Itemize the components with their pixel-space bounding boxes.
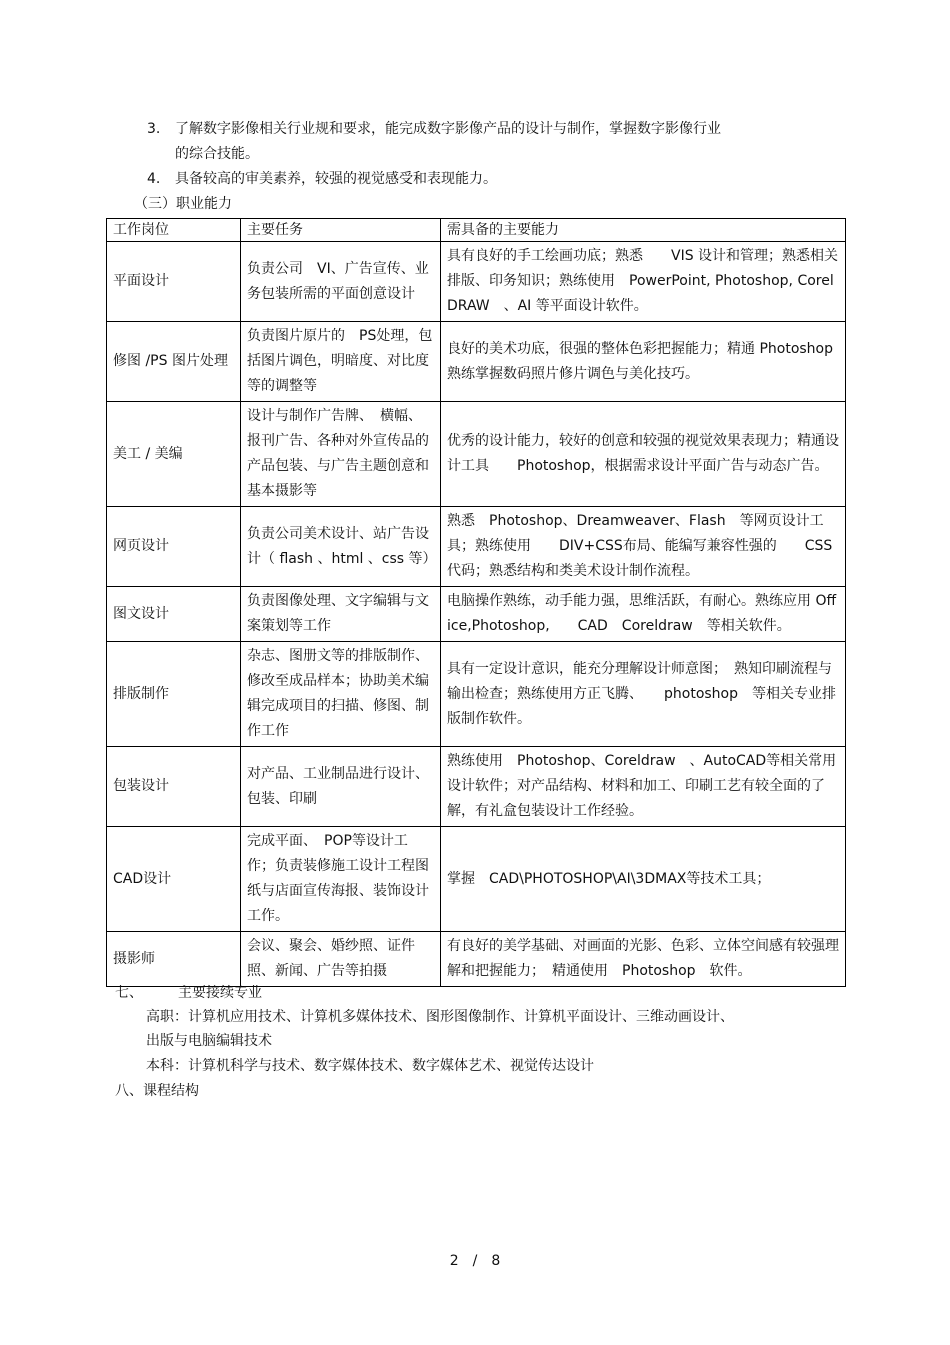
header-job: 工作岗位 <box>107 219 241 242</box>
table-row <box>107 932 846 987</box>
ability-cell: 优秀的设计能力，较好的创意和较强的视觉效果表现力；精通设计工具 Photoshop，根据需求设计平面广告与动态广告。 <box>441 402 846 507</box>
task-cell: 对产品、工业制品进行设计、包装、印刷 <box>241 747 441 827</box>
header-task: 主要任务 <box>241 219 441 242</box>
job-cell: 网页设计 <box>107 507 241 587</box>
job-cell: 包装设计 <box>107 747 241 827</box>
task-cell: 完成平面、 POP等设计工作；负责装修施工设计工程图纸与店面宣传海报、装饰设计工作。 <box>241 827 441 932</box>
job-cell: 修图 /PS 图片处理 <box>107 322 241 402</box>
list-item-3 <box>147 119 721 139</box>
job-cell: CAD设计 <box>107 827 241 932</box>
list-number: 3. <box>147 121 161 137</box>
list-item-3-continued <box>175 144 259 164</box>
table-row <box>107 507 846 587</box>
section-8-title: 八、课程结构 <box>115 1083 199 1099</box>
ability-cell: 良好的美术功底，很强的整体色彩把握能力；精通 Photoshop 熟练掌握数码照片修片调色与美化技巧。 <box>441 322 846 402</box>
table-row <box>107 322 846 402</box>
ability-cell: 具有良好的手工绘画功底；熟悉 VIS 设计和管理；熟悉相关排版、印务知识；熟练使用 PowerPoint, Photoshop, CorelDRAW 、AI 等平面设计软件。 <box>441 242 846 322</box>
ability-cell: 掌握 CAD\PHOTOSHOP\AI\3DMAX等技术工具； <box>441 827 846 932</box>
task-cell: 杂志、图册文等的排版制作、修改至成品样本；协助美术编辑完成项目的扫描、修图、制作工作 <box>241 642 441 747</box>
task-cell: 设计与制作广告牌、 横幅、报刊广告、各种对外宣传品的产品包装、与广告主题创意和基本摄影等 <box>241 402 441 507</box>
job-ability-table <box>106 218 846 987</box>
job-cell: 图文设计 <box>107 587 241 642</box>
task-cell: 负责公司美术设计、站广告设计（ flash 、html 、css 等） <box>241 507 441 587</box>
gaozhi-line-2: 出版与电脑编辑技术 <box>146 1033 272 1049</box>
section-7-title: 七、 主要接续专业 <box>115 985 262 1001</box>
table-row <box>107 827 846 932</box>
list-number: 4. <box>147 171 161 187</box>
ability-cell: 熟练使用 Photoshop、Coreldraw 、AutoCAD等相关常用设计软件；对产品结构、材料和加工、印刷工艺有较全面的了解，有礼盒包装设计工作经验。 <box>441 747 846 827</box>
ability-cell: 有良好的美学基础、对画面的光影、色彩、立体空间感有较强理解和把握能力； 精通使用 Photoshop 软件。 <box>441 932 846 987</box>
ability-cell: 电脑操作熟练，动手能力强，思维活跃，有耐心。熟练应用 Office,Photoshop, CAD Coreldraw 等相关软件。 <box>441 587 846 642</box>
task-cell: 负责图像处理、文字编辑与文案策划等工作 <box>241 587 441 642</box>
ability-cell: 具有一定设计意识，能充分理解设计师意图； 熟知印刷流程与输出检查；熟练使用方正飞腾、 photoshop 等相关专业排版制作软件。 <box>441 642 846 747</box>
section-title: （三）职业能力 <box>134 196 232 212</box>
list-item-4 <box>147 169 497 189</box>
table-row <box>107 642 846 747</box>
task-cell: 会议、聚会、婚纱照、证件照、新闻、广告等拍摄 <box>241 932 441 987</box>
gaozhi-line-1: 高职：计算机应用技术、计算机多媒体技术、图形图像制作、计算机平面设计、三维动画设计、 <box>146 1009 734 1025</box>
list-text: 具备较高的审美素养，较强的视觉感受和表现能力。 <box>175 171 497 187</box>
task-cell: 负责图片原片的 PS处理，包括图片调色，明暗度、对比度等的调整等 <box>241 322 441 402</box>
benke-line: 本科：计算机科学与技术、数字媒体技术、数字媒体艺术、视觉传达设计 <box>146 1058 594 1074</box>
table-row <box>107 587 846 642</box>
page-number: 2 / 8 <box>449 1253 501 1269</box>
header-ability: 需具备的主要能力 <box>441 219 846 242</box>
table-header-row <box>107 219 846 242</box>
job-cell: 平面设计 <box>107 242 241 322</box>
list-text: 了解数字影像相关行业规和要求，能完成数字影像产品的设计与制作，掌握数字影像行业 <box>175 121 721 137</box>
table-row <box>107 747 846 827</box>
table-row <box>107 242 846 322</box>
list-text: 的综合技能。 <box>175 146 259 162</box>
table-row <box>107 402 846 507</box>
job-cell: 摄影师 <box>107 932 241 987</box>
job-cell: 美工 / 美编 <box>107 402 241 507</box>
task-cell: 负责公司 VI、广告宣传、业务包装所需的平面创意设计 <box>241 242 441 322</box>
job-cell: 排版制作 <box>107 642 241 747</box>
ability-cell: 熟悉 Photoshop、Dreamweaver、Flash 等网页设计工具；熟练使用 DIV+CSS布局、能编写兼容性强的 CSS 代码；熟悉结构和类美术设计制作流程。 <box>441 507 846 587</box>
